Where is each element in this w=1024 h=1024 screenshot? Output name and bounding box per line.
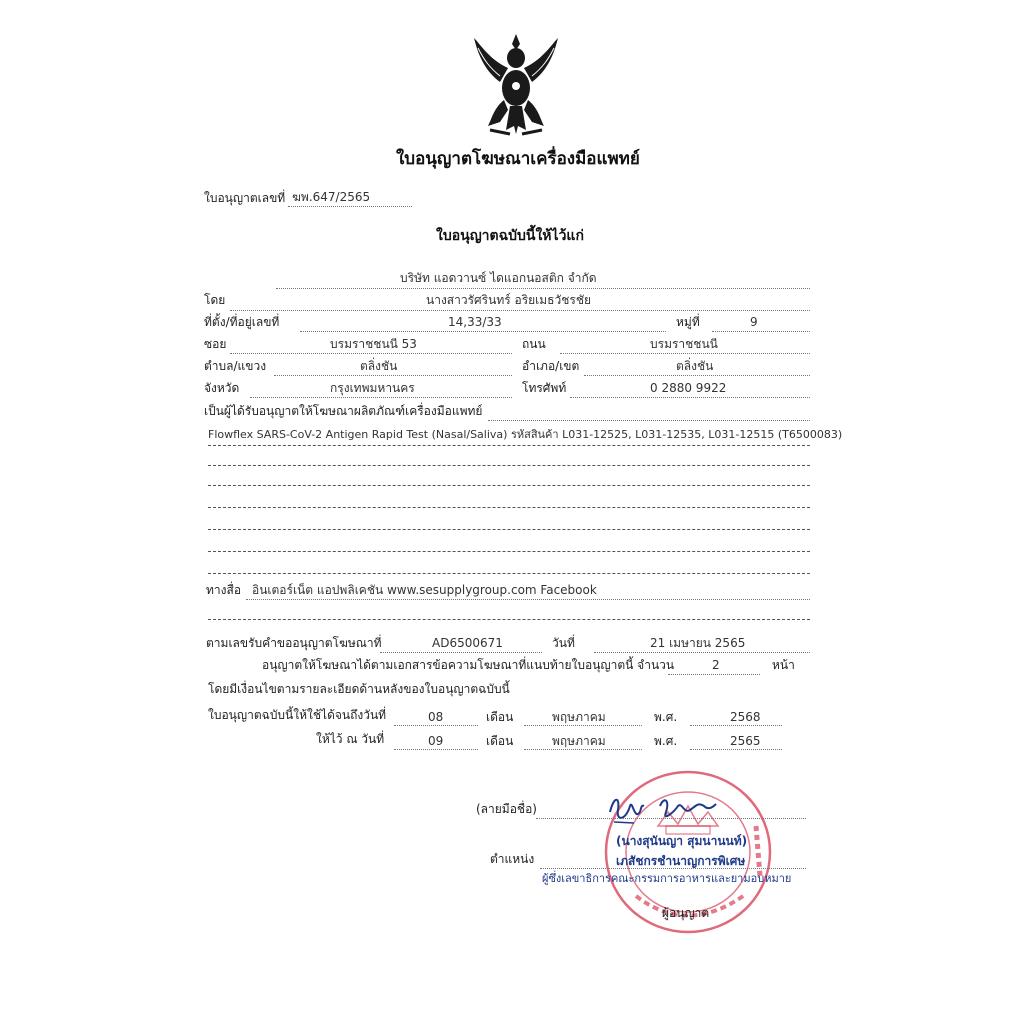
- district-label: อำเภอ/เขต: [522, 359, 580, 373]
- moo-label: หมู่ที่: [676, 315, 700, 329]
- valid-day: 08: [428, 710, 444, 724]
- province-label: จังหวัด: [204, 381, 240, 395]
- position-label: ตำแหน่ง: [490, 852, 535, 866]
- subtitle: ใบอนุญาตฉบับนี้ให้ไว้แก่: [436, 228, 584, 244]
- province-value: กรุงเทพมหานคร: [330, 381, 415, 395]
- representative-name: นางสาวรัศรินทร์ อริยเมธวัชรชัย: [426, 293, 592, 307]
- phone-label: โทรศัพท์: [522, 381, 567, 395]
- conditions-text: โดยมีเงื่อนไขตามรายละเอียดด้านหลังของใบอนุญาตฉบับนี้: [208, 682, 510, 696]
- company-name: บริษัท แอดวานซ์ ไดแอกนอสติก จำกัด: [400, 271, 597, 285]
- issued-year: 2565: [730, 734, 761, 748]
- soi-label: ซอย: [204, 337, 227, 351]
- road-value: บรมราชชนนี: [650, 337, 718, 351]
- issued-month-label: เดือน: [486, 734, 514, 748]
- product-label: เป็นผู้ได้รับอนุญาตให้โฆษณาผลิตภัณฑ์เครื่องมือแพทย์: [204, 404, 483, 418]
- valid-year-label: พ.ศ.: [654, 710, 678, 724]
- phone-value: 0 2880 9922: [650, 381, 727, 395]
- subdistrict-value: ตลิ่งชัน: [360, 359, 398, 373]
- garuda-emblem-icon: [470, 30, 562, 140]
- valid-until-label: ใบอนุญาตฉบับนี้ให้ใช้ได้จนถึงวันที่: [208, 708, 387, 722]
- issued-label: ให้ไว้ ณ วันที่: [316, 732, 385, 746]
- subdistrict-label: ตำบล/แขวง: [204, 359, 267, 373]
- document-title: ใบอนุญาตโฆษณาเครื่องมือแพทย์: [396, 149, 640, 169]
- district-value: ตลิ่งชัน: [676, 359, 714, 373]
- request-number-value: AD6500671: [432, 636, 503, 650]
- issued-month: พฤษภาคม: [552, 734, 606, 748]
- moo-value: 9: [750, 315, 758, 329]
- issued-day: 09: [428, 734, 444, 748]
- pages-text: อนุญาตให้โฆษณาได้ตามเอกสารข้อความโฆษณาที่แนบท้ายใบอนุญาตนี้ จำนวน: [262, 658, 675, 672]
- request-number-label: ตามเลขรับคำขออนุญาตโฆษณาที่: [206, 636, 382, 650]
- product-name: Flowflex SARS-CoV-2 Antigen Rapid Test (Nasal/Saliva) รหัสสินค้า L031-12525, L031-12535, L031-12515 (T6500083): [208, 428, 843, 441]
- media-label: ทางสื่อ: [206, 583, 242, 597]
- pages-unit: หน้า: [772, 658, 795, 672]
- handwritten-signature-icon: [604, 792, 724, 828]
- grantor-label: ผู้อนุญาต: [662, 906, 710, 920]
- signer-role: ผู้ซึ่งเลขาธิการคณะกรรมการอาหารและยามอบหมาย: [542, 872, 792, 885]
- valid-month-label: เดือน: [486, 710, 514, 724]
- valid-month: พฤษภาคม: [552, 710, 606, 724]
- soi-value: บรมราชชนนี 53: [330, 337, 417, 351]
- address-label: ที่ตั้ง/ที่อยู่เลขที่: [204, 315, 280, 329]
- issued-year-label: พ.ศ.: [654, 734, 678, 748]
- by-label: โดย: [204, 293, 226, 307]
- request-date-label: วันที่: [552, 636, 575, 650]
- address-number: 14,33/33: [448, 315, 502, 329]
- road-label: ถนน: [522, 337, 546, 351]
- signature-label: (ลายมือชื่อ): [476, 802, 537, 816]
- valid-year: 2568: [730, 710, 761, 724]
- signer-name: (นางสุนันญา สุมนานนท์): [616, 834, 748, 848]
- license-number-label: ใบอนุญาตเลขที่: [204, 191, 286, 205]
- request-date-value: 21 เมษายน 2565: [650, 636, 746, 650]
- pages-count: 2: [712, 658, 720, 672]
- license-number-value: ฆพ.647/2565: [292, 190, 371, 204]
- signer-title: เภสัชกรชำนาญการพิเศษ: [616, 854, 746, 868]
- media-value: อินเตอร์เน็ต แอปพลิเคชัน www.sesupplygroup.com Facebook: [252, 583, 597, 597]
